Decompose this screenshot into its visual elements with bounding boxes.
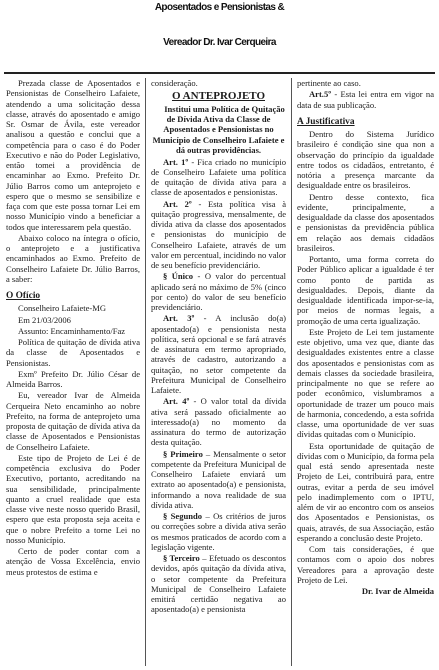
- oficio-subject: Assunto: Encaminhamento/Faz: [18, 325, 126, 336]
- article-3-text: - A inclusão do(a) aposentado(a) e pensionista nesta política, será opcional e se fará através de assinatura em termo apropriado, através de cadastro, autorizando a quitação, no setor competente da Prefeitura Municipal de Conselheiro Lafaiete.: [151, 313, 286, 396]
- oficio-body-1: Eu, vereador Ivar de Almeida Cerqueira Neto encaminho ao nobre Prefeito, na forma de anteprojeto uma proposta de quitação de dívida ativa da classe de Aposentados e Pensionistas de Conselheiro Lafaiete.: [6, 390, 140, 452]
- paragraph-segundo-text: – Os critérios de juros ou correções sobre a dívida ativa serão os mesmos praticados de acordo com a legislação vigente.: [151, 511, 286, 552]
- column-3: [297, 78, 434, 670]
- justificativa-heading: A Justificativa: [297, 116, 355, 127]
- oficio-closing: Certo de poder contar com a atenção de Vossa Excelência, envio meus protestos de estima e: [6, 546, 140, 577]
- oficio-heading: O Ofício: [6, 291, 41, 301]
- justificativa-paragraph-4: Este Projeto de Lei tem justamente este objetivo, uma vez que, diante das desigualdades existentes entre a classe dos aposentados e pensionistas com as demais classes da sociedade brasileira, principalmente no que se refere ao poder econômico, vislumbramos a oportunidade de trazer um pouco mais de harmonia, concedendo, a esta sofrida classe, uma oportunidade de ver suas dívidas quitadas com o Município.: [297, 326, 434, 440]
- anteprojeto-ementa: Institui uma Política de Quitação de Dívida Ativa da Classe de Aposentados e Pensionistas no Município de Conselheiro Lafaiete e dá outras providências.: [152, 103, 285, 156]
- headline-rule: [4, 72, 435, 74]
- article-4: [151, 396, 286, 447]
- article-2-label: Art. 2º: [163, 198, 192, 209]
- justificativa-paragraph-1: Dentro do Sistema Jurídico brasileiro é condição sine qua non a observação do princípio da igualdade entre todos os cidadãos, entretanto, é notória a presença marcante da desigualdade entre os brasileiros.: [297, 129, 434, 191]
- paragraph-terceiro-end: pertinente ao caso.: [297, 78, 361, 88]
- intro-paragraph-2: Abaixo coloco na íntegra o ofício, o anteprojeto e a justificativa encaminhados ao Exmo. Prefeito de Conselheiro Lafaiete Dr. Júlio Barros, a saber:: [6, 232, 140, 284]
- article-1-text: - Fica criado no município de Conselheiro Lafaiete uma política de quitação de dívida ativa para a classe de aposentados e pensionistas.: [151, 156, 286, 198]
- paragraph-segundo-label: § Segundo: [163, 511, 203, 522]
- article-3-label: Art. 3º: [163, 313, 195, 324]
- oficio-city: Conselheiro Lafaiete-MG: [18, 303, 107, 314]
- oficio-subject-detail: Política de quitação de dívida ativa da classe de Aposentados e Pensionistas.: [6, 337, 140, 368]
- justificativa-paragraph-6: Com tais considerações, é que contamos com o apoio dos nobres Vereadores para a aprovação deste Projeto de Lei.: [297, 544, 434, 585]
- article-4-text: - O valor total da dívida ativa será passado oficialmente ao interessado(a) no momento da assinatura do termo de autorização desta quitação.: [151, 396, 286, 448]
- oficio-addressee: Exmº Prefeito Dr. Júlio César de Almeida Barros.: [6, 368, 140, 389]
- article-2-text: - Esta política visa à quitação progressiva, mensalmente, de dívida ativa da classe dos aposentados e pensionistas do município de Conselheiro Lafaiete, através de um valor em percentual, incidindo no valor de seu benefício previdenciário.: [151, 198, 286, 271]
- paragraph-unico: [151, 271, 286, 312]
- paragraph-terceiro: [151, 553, 286, 615]
- paragraph-segundo: [151, 511, 286, 552]
- article-2: [151, 199, 286, 271]
- article-1-label: Art. 1º: [163, 156, 189, 167]
- paragraph-terceiro-label: § Terceiro: [163, 553, 200, 564]
- column-1: [6, 78, 140, 670]
- anteprojeto-heading: O ANTEPROJETO: [171, 90, 265, 103]
- paragraph-unico-label: § Único: [163, 271, 194, 282]
- headline-line-1: Aposentados e Pensionistas &: [154, 2, 285, 13]
- paragraph-primeiro-text: – Mensalmente o setor competente da Prefeitura Municipal de Conselheiro Lafaiete enviará um extrato ao aposentado(a) e pensionista, informando a nova realidade de sua dívida ativa.: [151, 448, 286, 510]
- justificativa-paragraph-2: Dentro desse contexto, fica evidente, principalmente, a desigualdade da classe dos aposentados e pensionistas da previdência pública em relação aos demais cidadãos brasileiros.: [297, 191, 434, 253]
- headline-line-2: Vereador Dr. Ivar Cerqueira: [163, 37, 276, 48]
- oficio-body-2: Este tipo de Projeto de Lei é de competência exclusiva do Poder Executivo, portanto, acreditando na sua sensibilidade, principalmente quanto a cruel realidade que esta classe vive neste nosso querido Brasil, espero que esta proposta seja aceita e que o nobre Prefeito a torne Lei no nosso Município.: [6, 452, 140, 545]
- oficio-date: Em 21/03/2006: [18, 314, 71, 325]
- article-5-text: - Esta lei entra em vigor na data de sua publicação.: [297, 89, 434, 110]
- justificativa-paragraph-5: Esta oportunidade de quitação de dívidas com o Município, da forma pela qual está sendo apresentada neste Projeto de Lei, contribuirá para, entre outras, evitar a perda de seu imóvel pelo inadimplemento com o IPTU, além de vir ao encontro com os anseios dos Aposentados e Pensionistas, os quais, através, de sua Associação, estão esperando a conclusão deste Projeto.: [297, 440, 434, 543]
- paragraph-unico-text: - O valor do percentual aplicado será no máximo de 5% (cinco por cento) do valor de seu benefício previdenciário.: [151, 271, 286, 313]
- column-2: [151, 78, 286, 670]
- paragraph-terceiro-text: – Efetuado os descontos devidos, após quitação da dívida ativa, o setor competente da Prefeitura Municipal de Conselheiro Lafaiete emitirá certidão negativa ao aposentado(a) e pensionista: [151, 553, 286, 615]
- author-signature: Dr. Ivar de Almeida: [361, 586, 434, 596]
- article-4-label: Art. 4º: [163, 396, 190, 407]
- paragraph-primeiro: [151, 449, 286, 511]
- article-3: [151, 313, 286, 395]
- article-5-label: Art.5º: [309, 89, 332, 100]
- column-divider-2: [291, 78, 292, 666]
- paragraph-primeiro-label: § Primeiro: [163, 448, 203, 459]
- column-divider-1: [145, 78, 146, 666]
- intro-paragraph: Prezada classe de Aposentados e Pensionistas de Conselheiro Lafaiete, atendendo a uma solicitação dessa classe, através do aposentado e amigo Sr. Osmar de Ávila, este vereador analisou a questão e conclui que a competência para o caso é do Poder Executivo e não do Poder Legislativo, então tomei a providência de encaminhar ao Exmo. Prefeito Dr. Júlio Barros como um anteprojeto e espero que o mesmo se sensibilize e faça com que este possa tornar Lei em nosso Município vindo a beneficiar a todos que interessarem pela questão.: [6, 78, 140, 232]
- article-5: [297, 89, 434, 110]
- oficio-closing-end: consideração.: [151, 78, 198, 88]
- justificativa-paragraph-3: Portanto, uma forma correta do Poder Público aplicar a igualdade é ter como ponto de partida as desigualdades. Depois, diante da desigualdade identificada impor-se-ia, por meios de normas legais, a promoção de uma certa igualização.: [297, 254, 434, 326]
- article-1: [151, 157, 286, 198]
